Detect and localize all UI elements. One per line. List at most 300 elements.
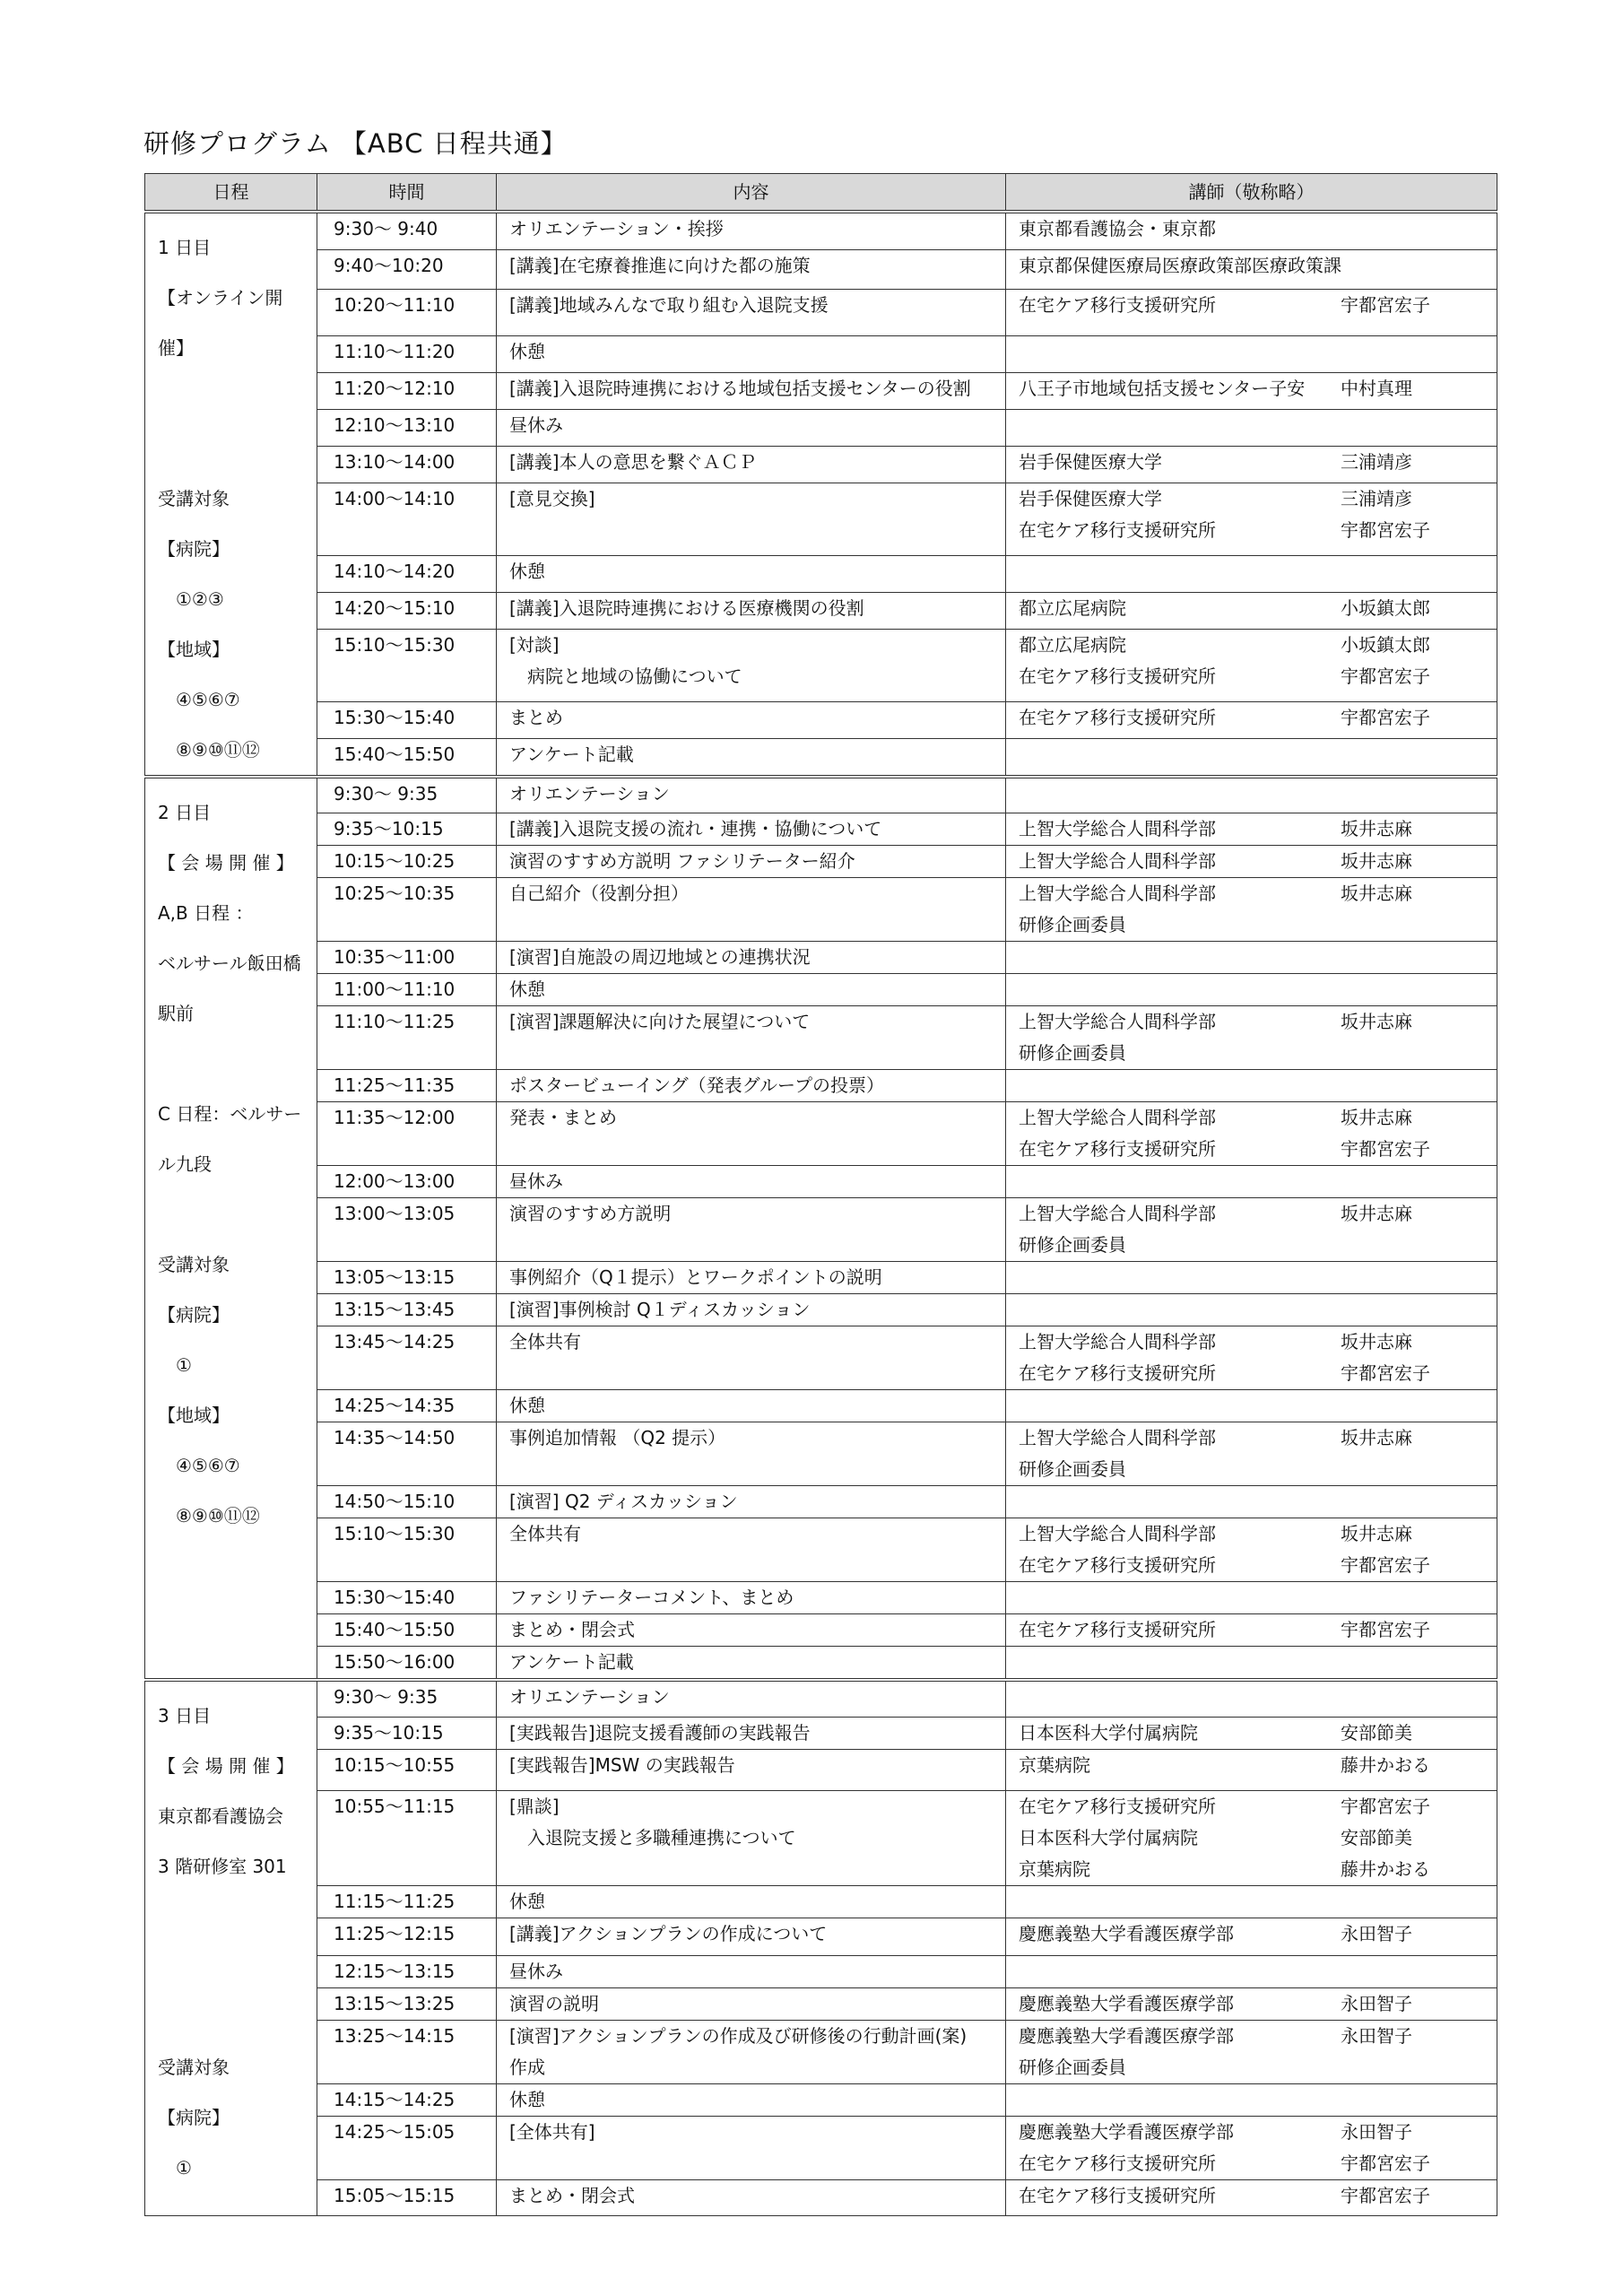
day-info-line: 受講対象 xyxy=(158,488,230,509)
time-cell: 13:25〜14:15 xyxy=(317,2021,497,2084)
day-info-line: 【病院】 xyxy=(158,1304,230,1326)
content-line: まとめ・閉会式 xyxy=(509,1618,635,1640)
lecturer-cell xyxy=(1006,1956,1497,1988)
content-cell xyxy=(497,1389,1006,1422)
table-row xyxy=(145,2180,1497,2216)
content-cell xyxy=(497,1518,1006,1581)
time-cell: 11:35〜12:00 xyxy=(317,1101,497,1165)
lecturer-name: 宇都宮宏子 xyxy=(1341,518,1430,541)
content-line: アンケート記載 xyxy=(509,1650,634,1673)
lecturer-org: 慶應義塾大学看護医療学部 xyxy=(1019,1993,1234,2014)
lecturer-cell xyxy=(1006,372,1497,409)
content-cell xyxy=(497,701,1006,738)
lecturer-entry xyxy=(1019,1102,1484,1134)
lecturer-cell xyxy=(1006,2084,1497,2117)
table-row xyxy=(145,1646,1497,1680)
content-line: 全体共有 xyxy=(509,1330,581,1352)
header-content: 内容 xyxy=(497,174,1006,213)
table-row xyxy=(145,1197,1497,1261)
lecturer-cell xyxy=(1006,1988,1497,2021)
day-info-line xyxy=(158,1892,304,1942)
lecturer-name: 宇都宮宏子 xyxy=(1341,293,1430,316)
schedule-table xyxy=(144,173,1497,2216)
content-line: 自己紹介（役割分担） xyxy=(509,882,689,904)
time-cell: 9:40〜10:20 xyxy=(317,250,497,289)
day-info-line: 駅前 xyxy=(158,1003,194,1024)
lecturer-entry xyxy=(1019,2180,1484,2212)
lecturer-entry xyxy=(1019,1750,1484,1781)
content-line: [実践報告]MSW の実践報告 xyxy=(509,1754,735,1776)
time-cell: 10:35〜11:00 xyxy=(317,941,497,973)
day-info-line xyxy=(158,1039,304,1089)
table-row xyxy=(145,372,1497,409)
content-cell xyxy=(497,446,1006,483)
lecturer-entry xyxy=(1019,290,1484,321)
lecturer-org: 在宅ケア移行支援研究所 xyxy=(1019,1361,1216,1384)
time-cell: 14:25〜15:05 xyxy=(317,2117,497,2180)
lecturer-cell xyxy=(1006,1261,1497,1293)
time-cell: 15:40〜15:50 xyxy=(317,1613,497,1646)
lecturer-name: 坂井志麻 xyxy=(1341,1522,1412,1544)
content-line: 事例追加情報 （Q2 提示） xyxy=(509,1426,726,1448)
lecturer-cell xyxy=(1006,335,1497,372)
day-info-line: 【病院】 xyxy=(158,538,230,560)
lecturer-entry xyxy=(1019,1854,1484,1885)
time-cell: 13:15〜13:25 xyxy=(317,1988,497,2021)
time-cell: 15:10〜15:30 xyxy=(317,1518,497,1581)
lecturer-name: 永田智子 xyxy=(1341,2121,1412,2143)
table-row xyxy=(145,1261,1497,1293)
lecturer-entry xyxy=(1019,1550,1484,1581)
lecturer-name: 藤井かおる xyxy=(1341,1754,1430,1776)
time-cell: 15:05〜15:15 xyxy=(317,2180,497,2216)
lecturer-org: 都立広尾病院 xyxy=(1019,596,1126,619)
content-cell xyxy=(497,1005,1006,1069)
content-line: [講義]地域みんなで取り組む入退院支援 xyxy=(509,293,829,316)
content-cell xyxy=(497,777,1006,813)
lecturer-entry xyxy=(1019,447,1484,478)
lecturer-cell xyxy=(1006,1197,1497,1261)
content-cell xyxy=(497,941,1006,973)
lecturer-cell xyxy=(1006,629,1497,701)
table-row xyxy=(145,1165,1497,1197)
content-line: [講義]入退院時連携における医療機関の役割 xyxy=(509,596,864,619)
lecturer-cell xyxy=(1006,1750,1497,1791)
content-line: [演習] Q2 ディスカッション xyxy=(509,1490,738,1512)
time-cell: 15:10〜15:30 xyxy=(317,629,497,701)
lecturer-org: 上智大学総合人間科学部 xyxy=(1019,1522,1216,1544)
content-cell xyxy=(497,2180,1006,2216)
time-cell: 9:30〜 9:35 xyxy=(317,777,497,813)
content-cell xyxy=(497,1918,1006,1956)
content-line: 休憩 xyxy=(509,560,545,582)
table-row xyxy=(145,1293,1497,1326)
lecturer-entry xyxy=(1019,1791,1484,1822)
day-info-line: ④⑤⑥⑦ xyxy=(158,1455,240,1476)
time-cell: 14:10〜14:20 xyxy=(317,555,497,592)
content-line: 病院と地域の協働について xyxy=(509,665,742,687)
lecturer-org: 在宅ケア移行支援研究所 xyxy=(1019,2185,1216,2206)
schedule-body xyxy=(145,212,1497,2216)
lecturer-name: 宇都宮宏子 xyxy=(1341,1796,1430,1817)
day-info-line: ① xyxy=(158,2156,192,2179)
time-cell: 15:50〜16:00 xyxy=(317,1646,497,1680)
lecturer-cell xyxy=(1006,941,1497,973)
content-line: [講義]入退院支援の流れ・連携・協働について xyxy=(509,817,882,839)
content-line: 演習の説明 xyxy=(509,1993,599,2014)
lecturer-entry xyxy=(1019,593,1484,624)
content-line: [講義]アクションプランの作成について xyxy=(509,1923,828,1944)
lecturer-cell xyxy=(1006,973,1497,1005)
lecturer-name: 宇都宮宏子 xyxy=(1341,2152,1430,2174)
content-line: [演習]事例検討 Q１ディスカッション xyxy=(509,1298,811,1320)
table-row xyxy=(145,738,1497,777)
lecturer-entry xyxy=(1019,1326,1484,1358)
table-row xyxy=(145,1988,1497,2021)
lecturer-name: 安部節美 xyxy=(1341,1722,1412,1744)
day-info-line xyxy=(158,1189,304,1239)
content-line: [全体共有] xyxy=(509,2121,595,2143)
table-row xyxy=(145,2117,1497,2180)
content-line: [意見交換] xyxy=(509,487,595,509)
lecturer-cell xyxy=(1006,1886,1497,1918)
lecturer-entry xyxy=(1019,1614,1484,1646)
lecturer-org: 京葉病院 xyxy=(1019,1858,1090,1880)
lecturer-entry xyxy=(1019,1198,1484,1230)
lecturer-cell xyxy=(1006,1485,1497,1518)
table-row xyxy=(145,701,1497,738)
content-cell xyxy=(497,1293,1006,1326)
table-row xyxy=(145,777,1497,813)
lecturer-cell xyxy=(1006,250,1497,289)
day-info-line: 【地域】 xyxy=(158,1405,230,1426)
table-row xyxy=(145,409,1497,446)
lecturer-name: 坂井志麻 xyxy=(1341,1202,1412,1224)
lecturer-name: 宇都宮宏子 xyxy=(1341,1553,1430,1576)
lecturer-org: 慶應義塾大学看護医療学部 xyxy=(1019,2121,1234,2143)
table-row xyxy=(145,2084,1497,2117)
content-line: 休憩 xyxy=(509,2089,545,2110)
time-cell: 13:00〜13:05 xyxy=(317,1197,497,1261)
time-cell: 15:30〜15:40 xyxy=(317,1581,497,1613)
lecturer-name: 宇都宮宏子 xyxy=(1341,1137,1430,1160)
table-row xyxy=(145,973,1497,1005)
lecturer-org: 慶應義塾大学看護医療学部 xyxy=(1019,2025,1234,2047)
lecturer-org: 日本医科大学付属病院 xyxy=(1019,1827,1198,1848)
lecturer-cell xyxy=(1006,1326,1497,1389)
lecturer-entry xyxy=(1019,483,1484,515)
lecturer-cell xyxy=(1006,1646,1497,1680)
lecturer-org: 上智大学総合人間科学部 xyxy=(1019,1010,1216,1032)
lecturer-entry xyxy=(1019,1006,1484,1038)
lecturer-org: 上智大学総合人間科学部 xyxy=(1019,1426,1216,1448)
table-row xyxy=(145,446,1497,483)
table-row xyxy=(145,1326,1497,1389)
lecturer-org: 在宅ケア移行支援研究所 xyxy=(1019,518,1216,541)
day-info-line: 【オンライン開催】 xyxy=(158,287,283,359)
lecturer-cell xyxy=(1006,1101,1497,1165)
lecturer-entry xyxy=(1019,878,1484,909)
lecturer-cell xyxy=(1006,1791,1497,1886)
time-cell: 14:00〜14:10 xyxy=(317,483,497,555)
lecturer-name: 坂井志麻 xyxy=(1341,849,1412,872)
lecturer-org: 岩手保健医療大学 xyxy=(1019,487,1162,509)
lecturer-entry xyxy=(1019,1038,1484,1069)
content-line: 事例紹介（Q１提示）とワークポイントの説明 xyxy=(509,1265,882,1288)
lecturer-entry xyxy=(1019,846,1484,877)
content-line: [講義]入退院時連携における地域包括支援センターの役割 xyxy=(509,377,971,399)
content-line: 休憩 xyxy=(509,1394,545,1416)
lecturer-name: 宇都宮宏子 xyxy=(1341,706,1430,728)
table-row xyxy=(145,941,1497,973)
day-info-line: 受講対象 xyxy=(158,2056,230,2078)
table-row xyxy=(145,1485,1497,1518)
content-cell xyxy=(497,372,1006,409)
content-cell xyxy=(497,289,1006,335)
day-info-line: 2 日目 xyxy=(158,802,212,823)
lecturer-name: 藤井かおる xyxy=(1341,1858,1430,1880)
time-cell: 10:15〜10:55 xyxy=(317,1750,497,1791)
content-cell xyxy=(497,2021,1006,2084)
lecturer-entry xyxy=(1019,630,1484,661)
content-cell xyxy=(497,1886,1006,1918)
lecturer-cell xyxy=(1006,2021,1497,2084)
content-cell xyxy=(497,845,1006,877)
lecturer-name xyxy=(1341,250,1439,282)
time-cell: 9:30〜 9:35 xyxy=(317,1680,497,1718)
lecturer-cell xyxy=(1006,1293,1497,1326)
time-cell: 11:00〜11:10 xyxy=(317,973,497,1005)
content-line: 発表・まとめ xyxy=(509,1106,617,1128)
lecturer-org: 日本医科大学付属病院 xyxy=(1019,1722,1198,1744)
lecturer-org: 在宅ケア移行支援研究所 xyxy=(1019,1553,1216,1576)
content-cell xyxy=(497,1261,1006,1293)
table-row xyxy=(145,1518,1497,1581)
time-cell: 9:35〜10:15 xyxy=(317,813,497,845)
lecturer-name xyxy=(1341,1038,1439,1069)
lecturer-cell xyxy=(1006,1518,1497,1581)
content-line: 作成 xyxy=(509,2057,545,2078)
content-cell xyxy=(497,1581,1006,1613)
time-cell: 11:25〜11:35 xyxy=(317,1069,497,1101)
time-cell: 10:25〜10:35 xyxy=(317,877,497,941)
day-info-line xyxy=(158,423,304,474)
lecturer-entry xyxy=(1019,2052,1484,2083)
lecturer-org: 上智大学総合人間科学部 xyxy=(1019,817,1216,839)
lecturer-name: 永田智子 xyxy=(1341,2025,1412,2047)
content-cell xyxy=(497,1326,1006,1389)
lecturer-org: 京葉病院 xyxy=(1019,1754,1090,1776)
content-line: ファシリテーターコメント、まとめ xyxy=(509,1586,794,1608)
time-cell: 15:40〜15:50 xyxy=(317,738,497,777)
lecturer-entry xyxy=(1019,909,1484,941)
content-cell xyxy=(497,335,1006,372)
content-cell xyxy=(497,1956,1006,1988)
lecturer-cell xyxy=(1006,1581,1497,1613)
lecturer-entry xyxy=(1019,1718,1484,1749)
lecturer-org: 研修企画委員 xyxy=(1019,913,1126,935)
time-cell: 15:30〜15:40 xyxy=(317,701,497,738)
header-row xyxy=(145,174,1497,213)
lecturer-org: 在宅ケア移行支援研究所 xyxy=(1019,2152,1216,2174)
table-row xyxy=(145,1101,1497,1165)
table-row xyxy=(145,1422,1497,1485)
content-cell xyxy=(497,1613,1006,1646)
lecturer-org: 上智大学総合人間科学部 xyxy=(1019,849,1216,872)
lecturer-org: 在宅ケア移行支援研究所 xyxy=(1019,1796,1216,1817)
table-row xyxy=(145,845,1497,877)
time-cell: 12:00〜13:00 xyxy=(317,1165,497,1197)
lecturer-name: 安部節美 xyxy=(1341,1827,1412,1848)
time-cell: 14:25〜14:35 xyxy=(317,1389,497,1422)
day-info-cell xyxy=(145,1680,317,2216)
content-cell xyxy=(497,2084,1006,2117)
lecturer-org: 上智大学総合人間科学部 xyxy=(1019,1330,1216,1352)
content-cell xyxy=(497,1101,1006,1165)
day-info-line: 受講対象 xyxy=(158,1254,230,1275)
lecturer-cell xyxy=(1006,777,1497,813)
lecturer-name xyxy=(1341,1230,1439,1261)
lecturer-entry xyxy=(1019,1988,1484,2020)
table-row xyxy=(145,289,1497,335)
lecturer-name xyxy=(1341,213,1439,245)
content-line: [演習]アクションプランの作成及び研修後の行動計画(案) xyxy=(509,2025,968,2047)
lecturer-entry xyxy=(1019,515,1484,546)
lecturer-name: 坂井志麻 xyxy=(1341,1106,1412,1128)
time-cell: 14:20〜15:10 xyxy=(317,592,497,629)
time-cell: 13:15〜13:45 xyxy=(317,1293,497,1326)
lecturer-name: 宇都宮宏子 xyxy=(1341,2185,1430,2206)
table-row xyxy=(145,1718,1497,1750)
time-cell: 13:05〜13:15 xyxy=(317,1261,497,1293)
content-cell xyxy=(497,1069,1006,1101)
content-line: [実践報告]退院支援看護師の実践報告 xyxy=(509,1722,811,1744)
table-row xyxy=(145,1680,1497,1718)
lecturer-entry xyxy=(1019,2021,1484,2052)
lecturer-org: 研修企画委員 xyxy=(1019,1233,1126,1256)
time-cell: 10:20〜11:10 xyxy=(317,289,497,335)
content-cell xyxy=(497,1197,1006,1261)
lecturer-org: 在宅ケア移行支援研究所 xyxy=(1019,1618,1216,1640)
lecturer-entry xyxy=(1019,2148,1484,2179)
day-info-line xyxy=(158,1992,304,2042)
header-time: 時間 xyxy=(317,174,497,213)
day-info-line: 【病院】 xyxy=(158,2106,230,2128)
day-info-line: 1 日目 xyxy=(158,237,212,258)
content-line: ポスタービューイング（発表グループの投票） xyxy=(509,1074,884,1096)
content-line: 休憩 xyxy=(509,1891,545,1912)
content-cell xyxy=(497,2117,1006,2180)
lecturer-org: 八王子市地域包括支援センター子安 xyxy=(1019,377,1306,399)
day-info-line: ル九段 xyxy=(158,1153,212,1175)
lecturer-entry xyxy=(1019,1230,1484,1261)
lecturer-org: 上智大学総合人間科学部 xyxy=(1019,1202,1216,1224)
lecturer-name: 坂井志麻 xyxy=(1341,1426,1412,1448)
lecturer-name: 三浦靖彦 xyxy=(1341,487,1412,509)
content-line: [演習]課題解決に向けた展望について xyxy=(509,1010,811,1032)
lecturer-entry xyxy=(1019,1422,1484,1454)
day-info-line: 3 日目 xyxy=(158,1704,212,1726)
lecturer-cell xyxy=(1006,845,1497,877)
content-line: [演習]自施設の周辺地域との連携状況 xyxy=(509,945,811,968)
content-line: [講義]本人の意思を繋ぐＡＣＰ xyxy=(509,450,757,473)
content-line: 演習のすすめ方説明 xyxy=(509,1202,672,1224)
table-row xyxy=(145,629,1497,701)
lecturer-org: 岩手保健医療大学 xyxy=(1019,450,1162,473)
day-info-line xyxy=(158,373,304,423)
table-row xyxy=(145,335,1497,372)
lecturer-org: 東京都保健医療局医療政策部医療政策課 xyxy=(1019,255,1341,277)
content-cell xyxy=(497,1485,1006,1518)
table-row xyxy=(145,212,1497,250)
day-info-line: ④⑤⑥⑦ xyxy=(158,689,240,710)
time-cell: 12:10〜13:10 xyxy=(317,409,497,446)
content-line: 休憩 xyxy=(509,978,545,1000)
lecturer-org: 慶應義塾大学看護医療学部 xyxy=(1019,1923,1234,1944)
content-line: [対談] xyxy=(509,633,560,656)
lecturer-entry xyxy=(1019,1358,1484,1389)
content-cell xyxy=(497,555,1006,592)
lecturer-entry xyxy=(1019,661,1484,692)
lecturer-cell xyxy=(1006,1389,1497,1422)
table-row xyxy=(145,1956,1497,1988)
content-line: オリエンテーション xyxy=(509,1685,670,1708)
table-row xyxy=(145,1886,1497,1918)
lecturer-entry xyxy=(1019,702,1484,734)
lecturer-entry xyxy=(1019,213,1484,245)
lecturer-cell xyxy=(1006,446,1497,483)
lecturer-name: 坂井志麻 xyxy=(1341,1330,1412,1352)
content-cell xyxy=(497,1646,1006,1680)
time-cell: 11:10〜11:20 xyxy=(317,335,497,372)
lecturer-name: 三浦靖彦 xyxy=(1341,450,1412,473)
content-cell xyxy=(497,1718,1006,1750)
content-cell xyxy=(497,212,1006,250)
content-cell xyxy=(497,592,1006,629)
content-line: [講義]在宅療養推進に向けた都の施策 xyxy=(509,255,811,277)
lecturer-cell xyxy=(1006,2180,1497,2216)
lecturer-org: 在宅ケア移行支援研究所 xyxy=(1019,665,1216,687)
content-cell xyxy=(497,1422,1006,1485)
table-row xyxy=(145,1918,1497,1956)
content-line: [鼎談] xyxy=(509,1796,560,1817)
lecturer-org: 研修企画委員 xyxy=(1019,1457,1126,1480)
day-info-line: A,B 日程 ： xyxy=(158,902,254,924)
lecturer-name xyxy=(1341,2052,1439,2083)
lecturer-entry xyxy=(1019,1918,1484,1950)
lecturer-cell xyxy=(1006,701,1497,738)
lecturer-name: 小坂鎮太郎 xyxy=(1341,596,1430,619)
content-line: オリエンテーション xyxy=(509,783,670,804)
lecturer-name: 宇都宮宏子 xyxy=(1341,1618,1430,1640)
day-info-line: C 日程：ベルサー xyxy=(158,1103,302,1125)
lecturer-entry xyxy=(1019,1822,1484,1854)
day-info-line: ベルサール飯田橋 xyxy=(158,952,301,974)
document-title: 研修プログラム 【ABC 日程共通】 xyxy=(143,128,568,159)
table-row xyxy=(145,813,1497,845)
content-cell xyxy=(497,738,1006,777)
content-line: 演習のすすめ方説明 ファシリテーター紹介 xyxy=(509,849,855,872)
content-cell xyxy=(497,250,1006,289)
content-line: 全体共有 xyxy=(509,1522,581,1544)
content-cell xyxy=(497,1791,1006,1886)
content-cell xyxy=(497,877,1006,941)
content-line: 昼休み xyxy=(509,1170,563,1192)
lecturer-cell xyxy=(1006,212,1497,250)
table-row xyxy=(145,1005,1497,1069)
time-cell: 14:50〜15:10 xyxy=(317,1485,497,1518)
lecturer-entry xyxy=(1019,250,1484,282)
